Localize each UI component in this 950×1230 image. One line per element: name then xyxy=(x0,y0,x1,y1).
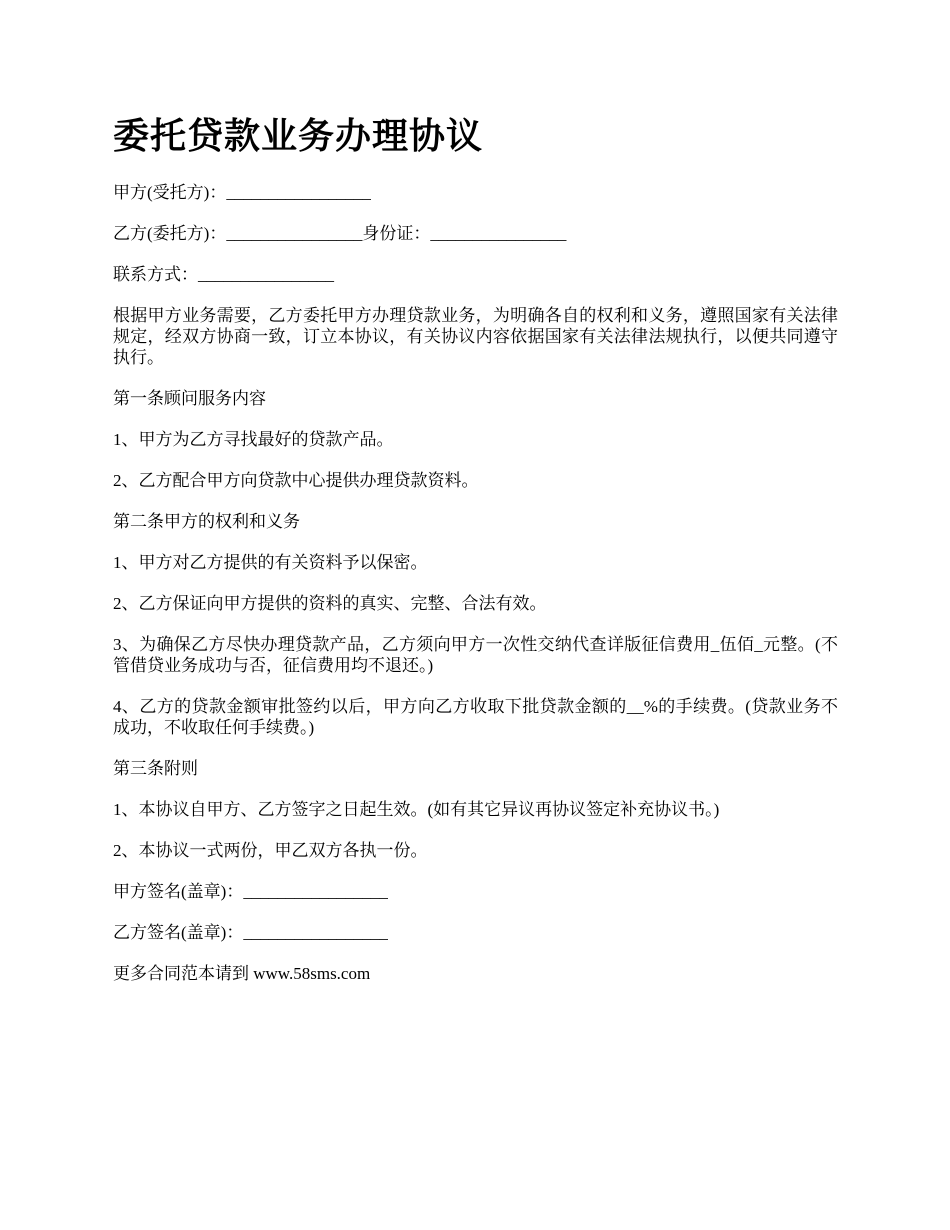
article-2-item-2: 2、乙方保证向甲方提供的资料的真实、完整、合法有效。 xyxy=(113,594,547,613)
article-3-item-1: 1、本协议自甲方、乙方签字之日起生效。(如有其它异议再协议签定补充协议书。) xyxy=(113,800,720,819)
party-a-signature-line: 甲方签名(盖章)：_________________ xyxy=(113,882,388,901)
party-b-line: 乙方(委托方)：________________身份证：________________ xyxy=(113,224,567,243)
party-a-line: 甲方(受托方)：_________________ xyxy=(113,183,371,202)
article-3-item-2: 2、本协议一式两份，甲乙双方各执一份。 xyxy=(113,841,428,860)
article-1-item-2: 2、乙方配合甲方向贷款中心提供办理贷款资料。 xyxy=(113,471,479,490)
article-3-heading: 第三条附则 xyxy=(113,759,198,778)
article-1-heading: 第一条顾问服务内容 xyxy=(113,389,266,408)
party-b-signature-line: 乙方签名(盖章)：_________________ xyxy=(113,923,388,942)
article-2-item-4: 4、乙方的贷款金额审批签约以后，甲方向乙方收取下批贷款金额的__%的手续费。(贷款业务不成功，不收取任何手续费。) xyxy=(113,697,838,737)
article-2-heading: 第二条甲方的权利和义务 xyxy=(113,512,300,531)
document-page xyxy=(113,108,838,1004)
article-2-item-1: 1、甲方对乙方提供的有关资料予以保密。 xyxy=(113,553,428,572)
article-2-item-3: 3、为确保乙方尽快办理贷款产品，乙方须向甲方一次性交纳代查详版征信费用_伍佰_元整。(不管借贷业务成功与否，征信费用均不退还。) xyxy=(113,635,838,675)
article-1-item-1: 1、甲方为乙方寻找最好的贷款产品。 xyxy=(113,430,394,449)
footer-note: 更多合同范本请到 www.58sms.com xyxy=(113,964,371,983)
document-title: 委托贷款业务办理协议 xyxy=(113,116,484,156)
contact-line: 联系方式：________________ xyxy=(113,265,334,284)
preamble-paragraph: 根据甲方业务需要，乙方委托甲方办理贷款业务，为明确各自的权利和义务，遵照国家有关法律规定，经双方协商一致，订立本协议，有关协议内容依据国家有关法律法规执行，以便共同遵守执行。 xyxy=(113,306,838,367)
